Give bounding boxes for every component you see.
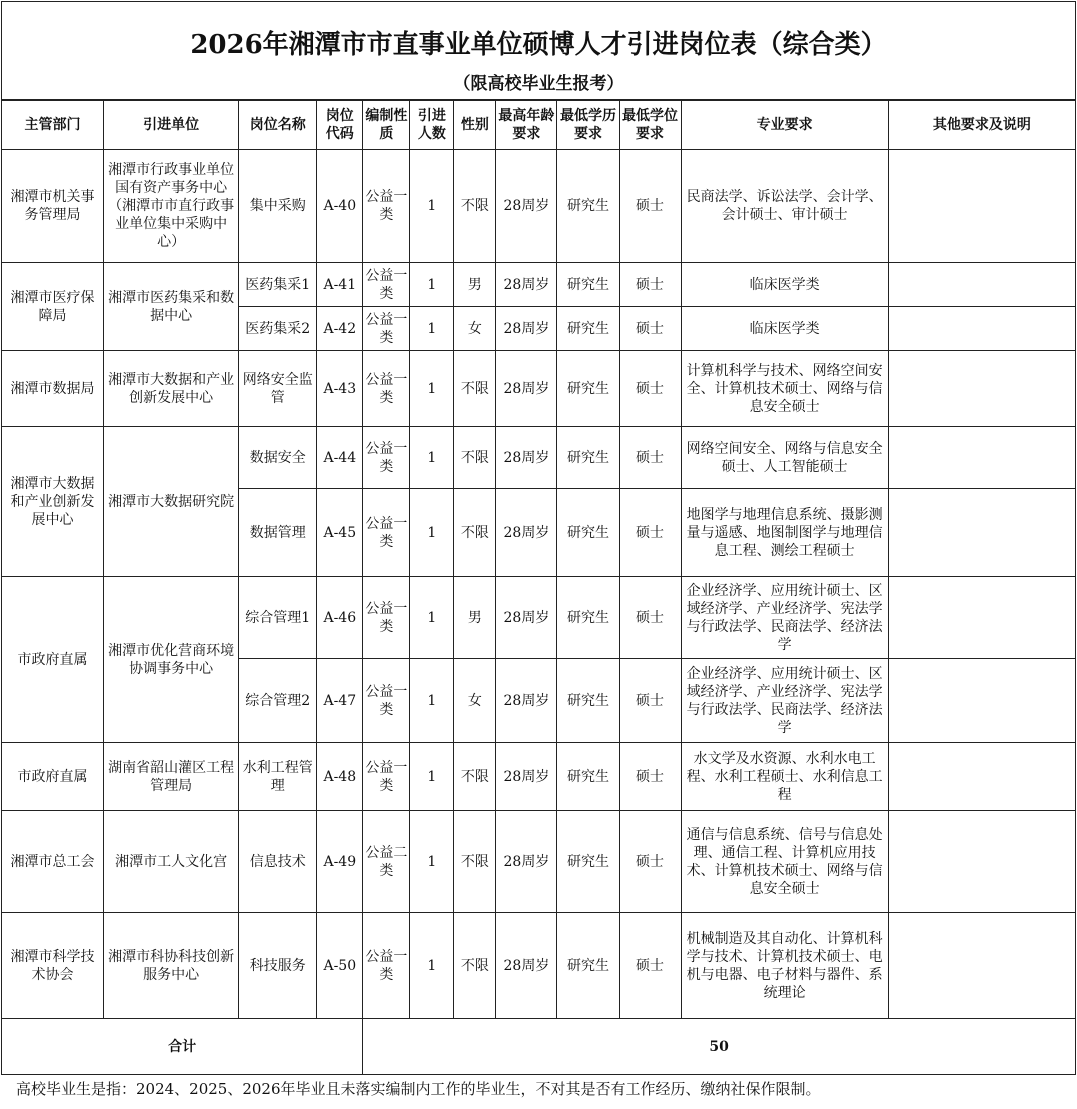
cell-major: 企业经济学、应用统计硕士、区域经济学、产业经济学、宪法学与行政法学、民商法学、经济法学 — [681, 577, 888, 659]
cell-gender: 不限 — [454, 489, 496, 577]
cell-age: 28周岁 — [496, 489, 557, 577]
cell-other — [888, 577, 1075, 659]
cell-major: 通信与信息系统、信号与信息处理、通信工程、计算机应用技术、计算机技术硕士、网络与信息安全硕士 — [681, 811, 888, 913]
cell-gender: 不限 — [454, 811, 496, 913]
cell-post: 数据安全 — [239, 427, 317, 489]
cell-other — [888, 489, 1075, 577]
cell-age: 28周岁 — [496, 263, 557, 307]
cell-other — [888, 659, 1075, 743]
cell-major: 临床医学类 — [681, 263, 888, 307]
cell-count: 1 — [410, 743, 454, 811]
cell-nature: 公益一类 — [363, 659, 410, 743]
cell-count: 1 — [410, 150, 454, 263]
cell-post: 水利工程管理 — [239, 743, 317, 811]
cell-post: 医药集采1 — [239, 263, 317, 307]
cell-code: A-41 — [317, 263, 363, 307]
cell-unit: 湘潭市大数据和产业创新发展中心 — [104, 351, 239, 427]
cell-degree: 硕士 — [619, 150, 681, 263]
cell-nature: 公益一类 — [363, 489, 410, 577]
cell-dept: 湘潭市大数据和产业创新发展中心 — [2, 427, 104, 577]
cell-degree: 硕士 — [619, 427, 681, 489]
cell-post: 科技服务 — [239, 913, 317, 1019]
cell-count: 1 — [410, 263, 454, 307]
cell-gender: 不限 — [454, 351, 496, 427]
cell-degree: 硕士 — [619, 577, 681, 659]
header-dept: 主管部门 — [2, 101, 104, 150]
cell-major: 水文学及水资源、水利水电工程、水利工程硕士、水利信息工程 — [681, 743, 888, 811]
cell-major: 民商法学、诉讼法学、会计学、会计硕士、审计硕士 — [681, 150, 888, 263]
cell-dept: 湘潭市总工会 — [2, 811, 104, 913]
cell-nature: 公益一类 — [363, 577, 410, 659]
header-major: 专业要求 — [681, 101, 888, 150]
cell-count: 1 — [410, 913, 454, 1019]
cell-code: A-42 — [317, 307, 363, 351]
cell-age: 28周岁 — [496, 351, 557, 427]
cell-dept: 湘潭市医疗保障局 — [2, 263, 104, 351]
cell-other — [888, 913, 1075, 1019]
cell-unit: 湘潭市大数据研究院 — [104, 427, 239, 577]
cell-degree: 硕士 — [619, 489, 681, 577]
header-count: 引进人数 — [410, 101, 454, 150]
header-degree: 最低学位要求 — [619, 101, 681, 150]
table-row — [2, 427, 1076, 489]
cell-major: 地图学与地理信息系统、摄影测量与遥感、地图制图学与地理信息工程、测绘工程硕士 — [681, 489, 888, 577]
cell-gender: 不限 — [454, 743, 496, 811]
total-label: 合计 — [2, 1019, 363, 1075]
cell-edu: 研究生 — [557, 150, 619, 263]
cell-major: 企业经济学、应用统计硕士、区域经济学、产业经济学、宪法学与行政法学、民商法学、经济法学 — [681, 659, 888, 743]
cell-code: A-46 — [317, 577, 363, 659]
cell-degree: 硕士 — [619, 913, 681, 1019]
cell-degree: 硕士 — [619, 659, 681, 743]
header-post: 岗位名称 — [239, 101, 317, 150]
table-row — [2, 263, 1076, 307]
cell-count: 1 — [410, 427, 454, 489]
cell-age: 28周岁 — [496, 307, 557, 351]
cell-other — [888, 427, 1075, 489]
cell-gender: 不限 — [454, 150, 496, 263]
header-nature: 编制性质 — [363, 101, 410, 150]
cell-code: A-40 — [317, 150, 363, 263]
total-row — [2, 1019, 1076, 1075]
cell-other — [888, 351, 1075, 427]
cell-degree: 硕士 — [619, 811, 681, 913]
cell-edu: 研究生 — [557, 913, 619, 1019]
cell-age: 28周岁 — [496, 743, 557, 811]
cell-degree: 硕士 — [619, 743, 681, 811]
cell-edu: 研究生 — [557, 263, 619, 307]
cell-gender: 不限 — [454, 913, 496, 1019]
cell-other — [888, 307, 1075, 351]
header-edu: 最低学历要求 — [557, 101, 619, 150]
cell-dept: 湘潭市科学技术协会 — [2, 913, 104, 1019]
table-row — [2, 577, 1076, 659]
header-unit: 引进单位 — [104, 101, 239, 150]
cell-age: 28周岁 — [496, 577, 557, 659]
cell-gender: 女 — [454, 307, 496, 351]
total-value: 50 — [363, 1019, 1076, 1075]
cell-nature: 公益一类 — [363, 913, 410, 1019]
cell-edu: 研究生 — [557, 659, 619, 743]
cell-count: 1 — [410, 307, 454, 351]
cell-post: 集中采购 — [239, 150, 317, 263]
cell-nature: 公益一类 — [363, 743, 410, 811]
cell-edu: 研究生 — [557, 489, 619, 577]
header-gender: 性别 — [454, 101, 496, 150]
cell-post: 网络安全监管 — [239, 351, 317, 427]
cell-gender: 男 — [454, 577, 496, 659]
cell-code: A-48 — [317, 743, 363, 811]
cell-major: 网络空间安全、网络与信息安全硕士、人工智能硕士 — [681, 427, 888, 489]
cell-dept: 市政府直属 — [2, 743, 104, 811]
table-header-row — [2, 101, 1076, 150]
cell-other — [888, 811, 1075, 913]
cell-edu: 研究生 — [557, 307, 619, 351]
table-row — [2, 743, 1076, 811]
cell-count: 1 — [410, 577, 454, 659]
cell-dept: 湘潭市机关事务管理局 — [2, 150, 104, 263]
cell-nature: 公益一类 — [363, 307, 410, 351]
cell-gender: 女 — [454, 659, 496, 743]
cell-unit: 湘潭市医药集采和数据中心 — [104, 263, 239, 351]
cell-age: 28周岁 — [496, 811, 557, 913]
cell-degree: 硕士 — [619, 351, 681, 427]
cell-major: 临床医学类 — [681, 307, 888, 351]
cell-count: 1 — [410, 489, 454, 577]
cell-code: A-45 — [317, 489, 363, 577]
header-other: 其他要求及说明 — [888, 101, 1075, 150]
cell-major: 计算机科学与技术、网络空间安全、计算机技术硕士、网络与信息安全硕士 — [681, 351, 888, 427]
cell-code: A-47 — [317, 659, 363, 743]
cell-post: 医药集采2 — [239, 307, 317, 351]
cell-count: 1 — [410, 351, 454, 427]
cell-gender: 不限 — [454, 427, 496, 489]
cell-degree: 硕士 — [619, 307, 681, 351]
cell-code: A-44 — [317, 427, 363, 489]
cell-other — [888, 150, 1075, 263]
footnote: 高校毕业生是指：2024、2025、2026年毕业且未落实编制内工作的毕业生，不对其是否有工作经历、缴纳社保作限制。 — [16, 1080, 821, 1098]
cell-edu: 研究生 — [557, 427, 619, 489]
cell-code: A-43 — [317, 351, 363, 427]
cell-post: 综合管理2 — [239, 659, 317, 743]
cell-dept: 市政府直属 — [2, 577, 104, 743]
cell-degree: 硕士 — [619, 263, 681, 307]
cell-code: A-50 — [317, 913, 363, 1019]
cell-post: 数据管理 — [239, 489, 317, 577]
cell-nature: 公益一类 — [363, 150, 410, 263]
cell-nature: 公益一类 — [363, 427, 410, 489]
cell-gender: 男 — [454, 263, 496, 307]
cell-age: 28周岁 — [496, 913, 557, 1019]
cell-age: 28周岁 — [496, 150, 557, 263]
table-row — [2, 150, 1076, 263]
cell-nature: 公益一类 — [363, 263, 410, 307]
cell-age: 28周岁 — [496, 427, 557, 489]
cell-count: 1 — [410, 811, 454, 913]
page-title: 2026年湘潭市市直事业单位硕博人才引进岗位表（综合类） — [190, 30, 887, 60]
title-box — [1, 1, 1076, 100]
cell-unit: 湘潭市科协科技创新服务中心 — [104, 913, 239, 1019]
cell-post: 信息技术 — [239, 811, 317, 913]
cell-nature: 公益一类 — [363, 351, 410, 427]
cell-unit: 湘潭市行政事业单位国有资产事务中心（湘潭市市直行政事业单位集中采购中心） — [104, 150, 239, 263]
cell-edu: 研究生 — [557, 743, 619, 811]
header-age: 最高年龄要求 — [496, 101, 557, 150]
positions-table — [1, 100, 1076, 1075]
cell-edu: 研究生 — [557, 811, 619, 913]
cell-code: A-49 — [317, 811, 363, 913]
table-row — [2, 811, 1076, 913]
cell-unit: 湖南省韶山灌区工程管理局 — [104, 743, 239, 811]
cell-other — [888, 263, 1075, 307]
cell-count: 1 — [410, 659, 454, 743]
table-row — [2, 351, 1076, 427]
cell-unit: 湘潭市工人文化宫 — [104, 811, 239, 913]
cell-edu: 研究生 — [557, 351, 619, 427]
header-code: 岗位代码 — [317, 101, 363, 150]
cell-age: 28周岁 — [496, 659, 557, 743]
cell-dept: 湘潭市数据局 — [2, 351, 104, 427]
cell-other — [888, 743, 1075, 811]
page-subtitle: （限高校毕业生报考） — [453, 74, 624, 94]
cell-edu: 研究生 — [557, 577, 619, 659]
cell-post: 综合管理1 — [239, 577, 317, 659]
cell-major: 机械制造及其自动化、计算机科学与技术、计算机技术硕士、电机与电器、电子材料与器件、系统理论 — [681, 913, 888, 1019]
cell-unit: 湘潭市优化营商环境协调事务中心 — [104, 577, 239, 743]
table-row — [2, 913, 1076, 1019]
cell-nature: 公益二类 — [363, 811, 410, 913]
